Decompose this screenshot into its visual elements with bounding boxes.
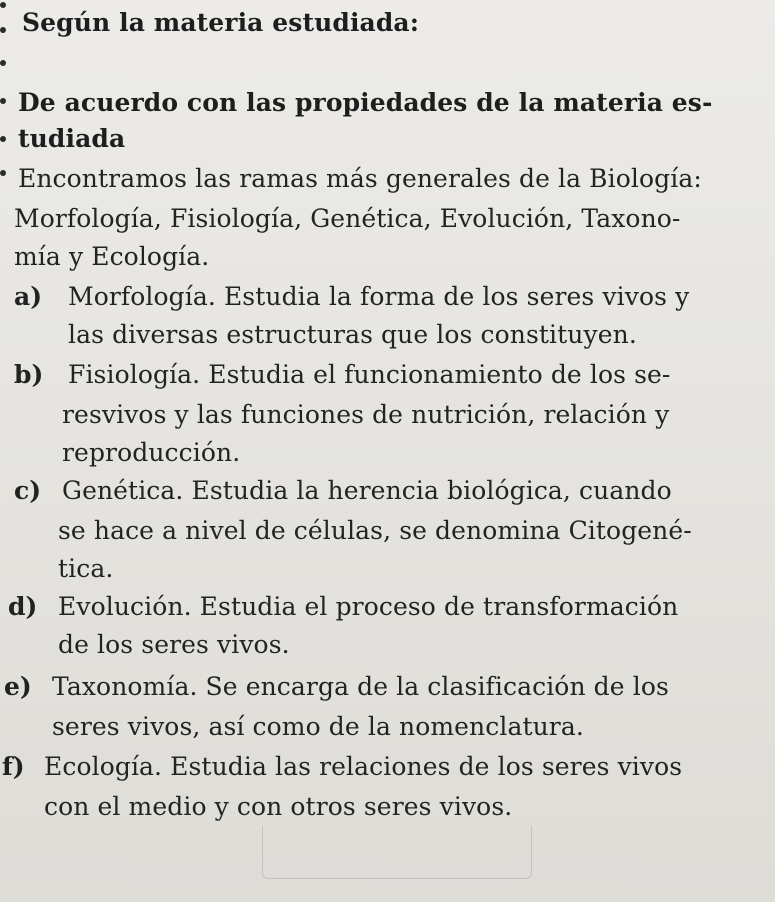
intro-line-2: Morfología, Fisiología, Genética, Evolución, Taxono- <box>14 204 681 233</box>
item-b-line-1: Fisiología. Estudia el funcionamiento de los se- <box>68 360 671 389</box>
item-label-b: b) <box>14 360 44 389</box>
subtitle-line-2: tudiada <box>18 124 126 153</box>
item-c-line-2: se hace a nivel de células, se denomina Citogené- <box>58 516 692 545</box>
item-label-d: d) <box>8 592 38 621</box>
margin-bullet <box>0 2 6 8</box>
item-e-line-2: seres vivos, así como de la nomenclatura. <box>52 712 584 741</box>
item-f-line-1: Ecología. Estudia las relaciones de los seres vivos <box>44 752 683 781</box>
margin-bullet <box>0 27 6 33</box>
item-c-line-3: tica. <box>58 554 114 583</box>
item-c-line-1: Genética. Estudia la herencia biológica, cuando <box>62 476 672 505</box>
item-a-line-1: Morfología. Estudia la forma de los seres vivos y <box>68 282 690 311</box>
margin-bullet <box>0 136 6 142</box>
margin-bullet <box>0 60 6 66</box>
item-e-line-1: Taxonomía. Se encarga de la clasificación de los <box>52 672 669 701</box>
item-b-line-3: reproducción. <box>62 438 241 467</box>
item-label-c: c) <box>14 476 42 505</box>
margin-bullet <box>0 98 6 104</box>
intro-line-1: Encontramos las ramas más generales de la Biología: <box>18 164 702 193</box>
subtitle-line-1: De acuerdo con las propiedades de la materia es- <box>18 88 713 117</box>
margin-bullet <box>0 170 6 176</box>
item-a-line-2: las diversas estructuras que los constituyen. <box>68 320 637 349</box>
item-label-e: e) <box>4 672 32 701</box>
item-f-line-2: con el medio y con otros seres vivos. <box>44 792 513 821</box>
show-through-box <box>262 826 532 879</box>
intro-line-3: mía y Ecología. <box>14 242 210 271</box>
item-b-line-2: resvivos y las funciones de nutrición, relación y <box>62 400 670 429</box>
section-title: Según la materia estudiada: <box>22 8 420 37</box>
item-d-line-2: de los seres vivos. <box>58 630 290 659</box>
item-label-f: f) <box>2 752 25 781</box>
item-label-a: a) <box>14 282 43 311</box>
item-d-line-1: Evolución. Estudia el proceso de transformación <box>58 592 679 621</box>
